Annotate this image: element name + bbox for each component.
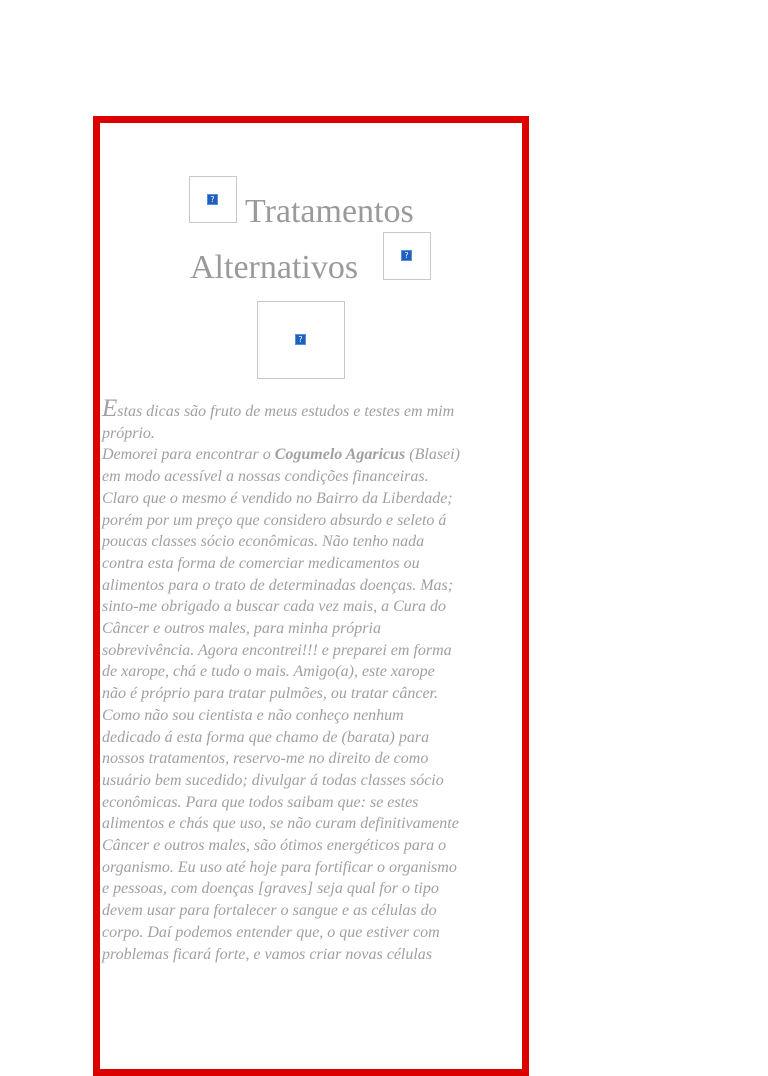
body-line-text: corpo. Daí podemos entender que, o que estiver com: [102, 923, 440, 941]
body-line: [102, 727, 520, 749]
body-line: [102, 466, 520, 488]
body-line-text: porém por um preço que considero absurdo e seleto á: [102, 511, 447, 529]
body-line: [102, 705, 520, 727]
body-line-text: alimentos para o trato de determinadas doenças. Mas;: [102, 576, 454, 594]
body-line-text: alimentos e chás que uso, se não curam definitivamente: [102, 815, 459, 833]
broken-image-placeholder: [383, 232, 431, 280]
body-line-text: não é próprio para tratar pulmões, ou tratar câncer.: [102, 685, 438, 703]
body-line: [102, 900, 520, 922]
body-line: [102, 395, 520, 423]
body-line-text: e pessoas, com doenças [graves] seja qual for o tipo: [102, 880, 439, 898]
body-line: [102, 553, 520, 575]
body-line: [102, 835, 520, 857]
body-line-text: próprio.: [102, 424, 155, 442]
body-line-text: de xarope, chá e tudo o mais. Amigo(a), este xarope: [102, 663, 435, 681]
body-line-text: sobrevivência. Agora encontrei!!! e preparei em forma: [102, 641, 452, 659]
body-line: [102, 531, 520, 553]
body-line-text: poucas classes sócio econômicas. Não tenho nada: [102, 533, 425, 551]
body-line-text: nossos tratamentos, reservo-me no direito de como: [102, 750, 429, 768]
body-line-text-after: (Blasei): [405, 446, 460, 464]
emphasized-term: Cogumelo Agaricus: [274, 446, 406, 464]
body-line: [102, 748, 520, 770]
broken-image-placeholder: [257, 301, 345, 379]
broken-image-icon: ?: [401, 250, 412, 261]
article-body: [102, 395, 520, 965]
body-line-text: devem usar para fortalecer o sangue e as células do: [102, 902, 437, 920]
body-line: [102, 575, 520, 597]
page-title-part2: Alternativos: [190, 249, 359, 286]
body-line-text: contra esta forma de comerciar medicamentos ou: [102, 554, 420, 572]
body-line-text: Claro que o mesmo é vendido no Bairro da Liberdade;: [102, 489, 453, 507]
body-line: [102, 922, 520, 944]
body-line-text: problemas ficará forte, e vamos criar novas células: [102, 945, 433, 963]
body-line: [102, 618, 520, 640]
body-line-text: stas dicas são fruto de meus estudos e testes em mim: [117, 403, 455, 420]
body-line-text: em modo acessível a nossas condições financeiras.: [102, 468, 429, 486]
body-line-text: econômicas. Para que todos saibam que: se estes: [102, 793, 419, 811]
body-line-text: Como não sou cientista e não conheço nenhum: [102, 706, 404, 724]
body-line: [102, 661, 520, 683]
body-line: [102, 770, 520, 792]
body-line: [102, 444, 520, 466]
body-line: [102, 857, 520, 879]
body-line-text: Câncer e outros males, são ótimos energéticos para o: [102, 837, 447, 855]
drop-cap: E: [102, 395, 118, 422]
body-line: [102, 640, 520, 662]
body-line: [102, 813, 520, 835]
body-line: [102, 683, 520, 705]
body-line: [102, 423, 520, 445]
body-line-text: dedicado á esta forma que chamo de (barata) para: [102, 728, 430, 746]
body-line-text: usuário bem sucedido; divulgar á todas classes sócio: [102, 771, 444, 789]
broken-image-placeholder: [189, 176, 237, 223]
body-line: [102, 596, 520, 618]
broken-image-icon: ?: [207, 194, 218, 205]
body-line-text: organismo. Eu uso até hoje para fortificar o organismo: [102, 858, 457, 876]
body-line: [102, 488, 520, 510]
page-title-part1: Tratamentos: [245, 193, 414, 230]
body-line: [102, 510, 520, 532]
body-line: [102, 944, 520, 966]
body-line: [102, 878, 520, 900]
body-line-text: Câncer e outros males, para minha própria: [102, 620, 381, 638]
body-line-text: Demorei para encontrar o: [102, 446, 275, 464]
body-line-text: sinto-me obrigado a buscar cada vez mais, a Cura do: [102, 598, 446, 616]
broken-image-icon: ?: [295, 334, 306, 345]
body-line: [102, 792, 520, 814]
